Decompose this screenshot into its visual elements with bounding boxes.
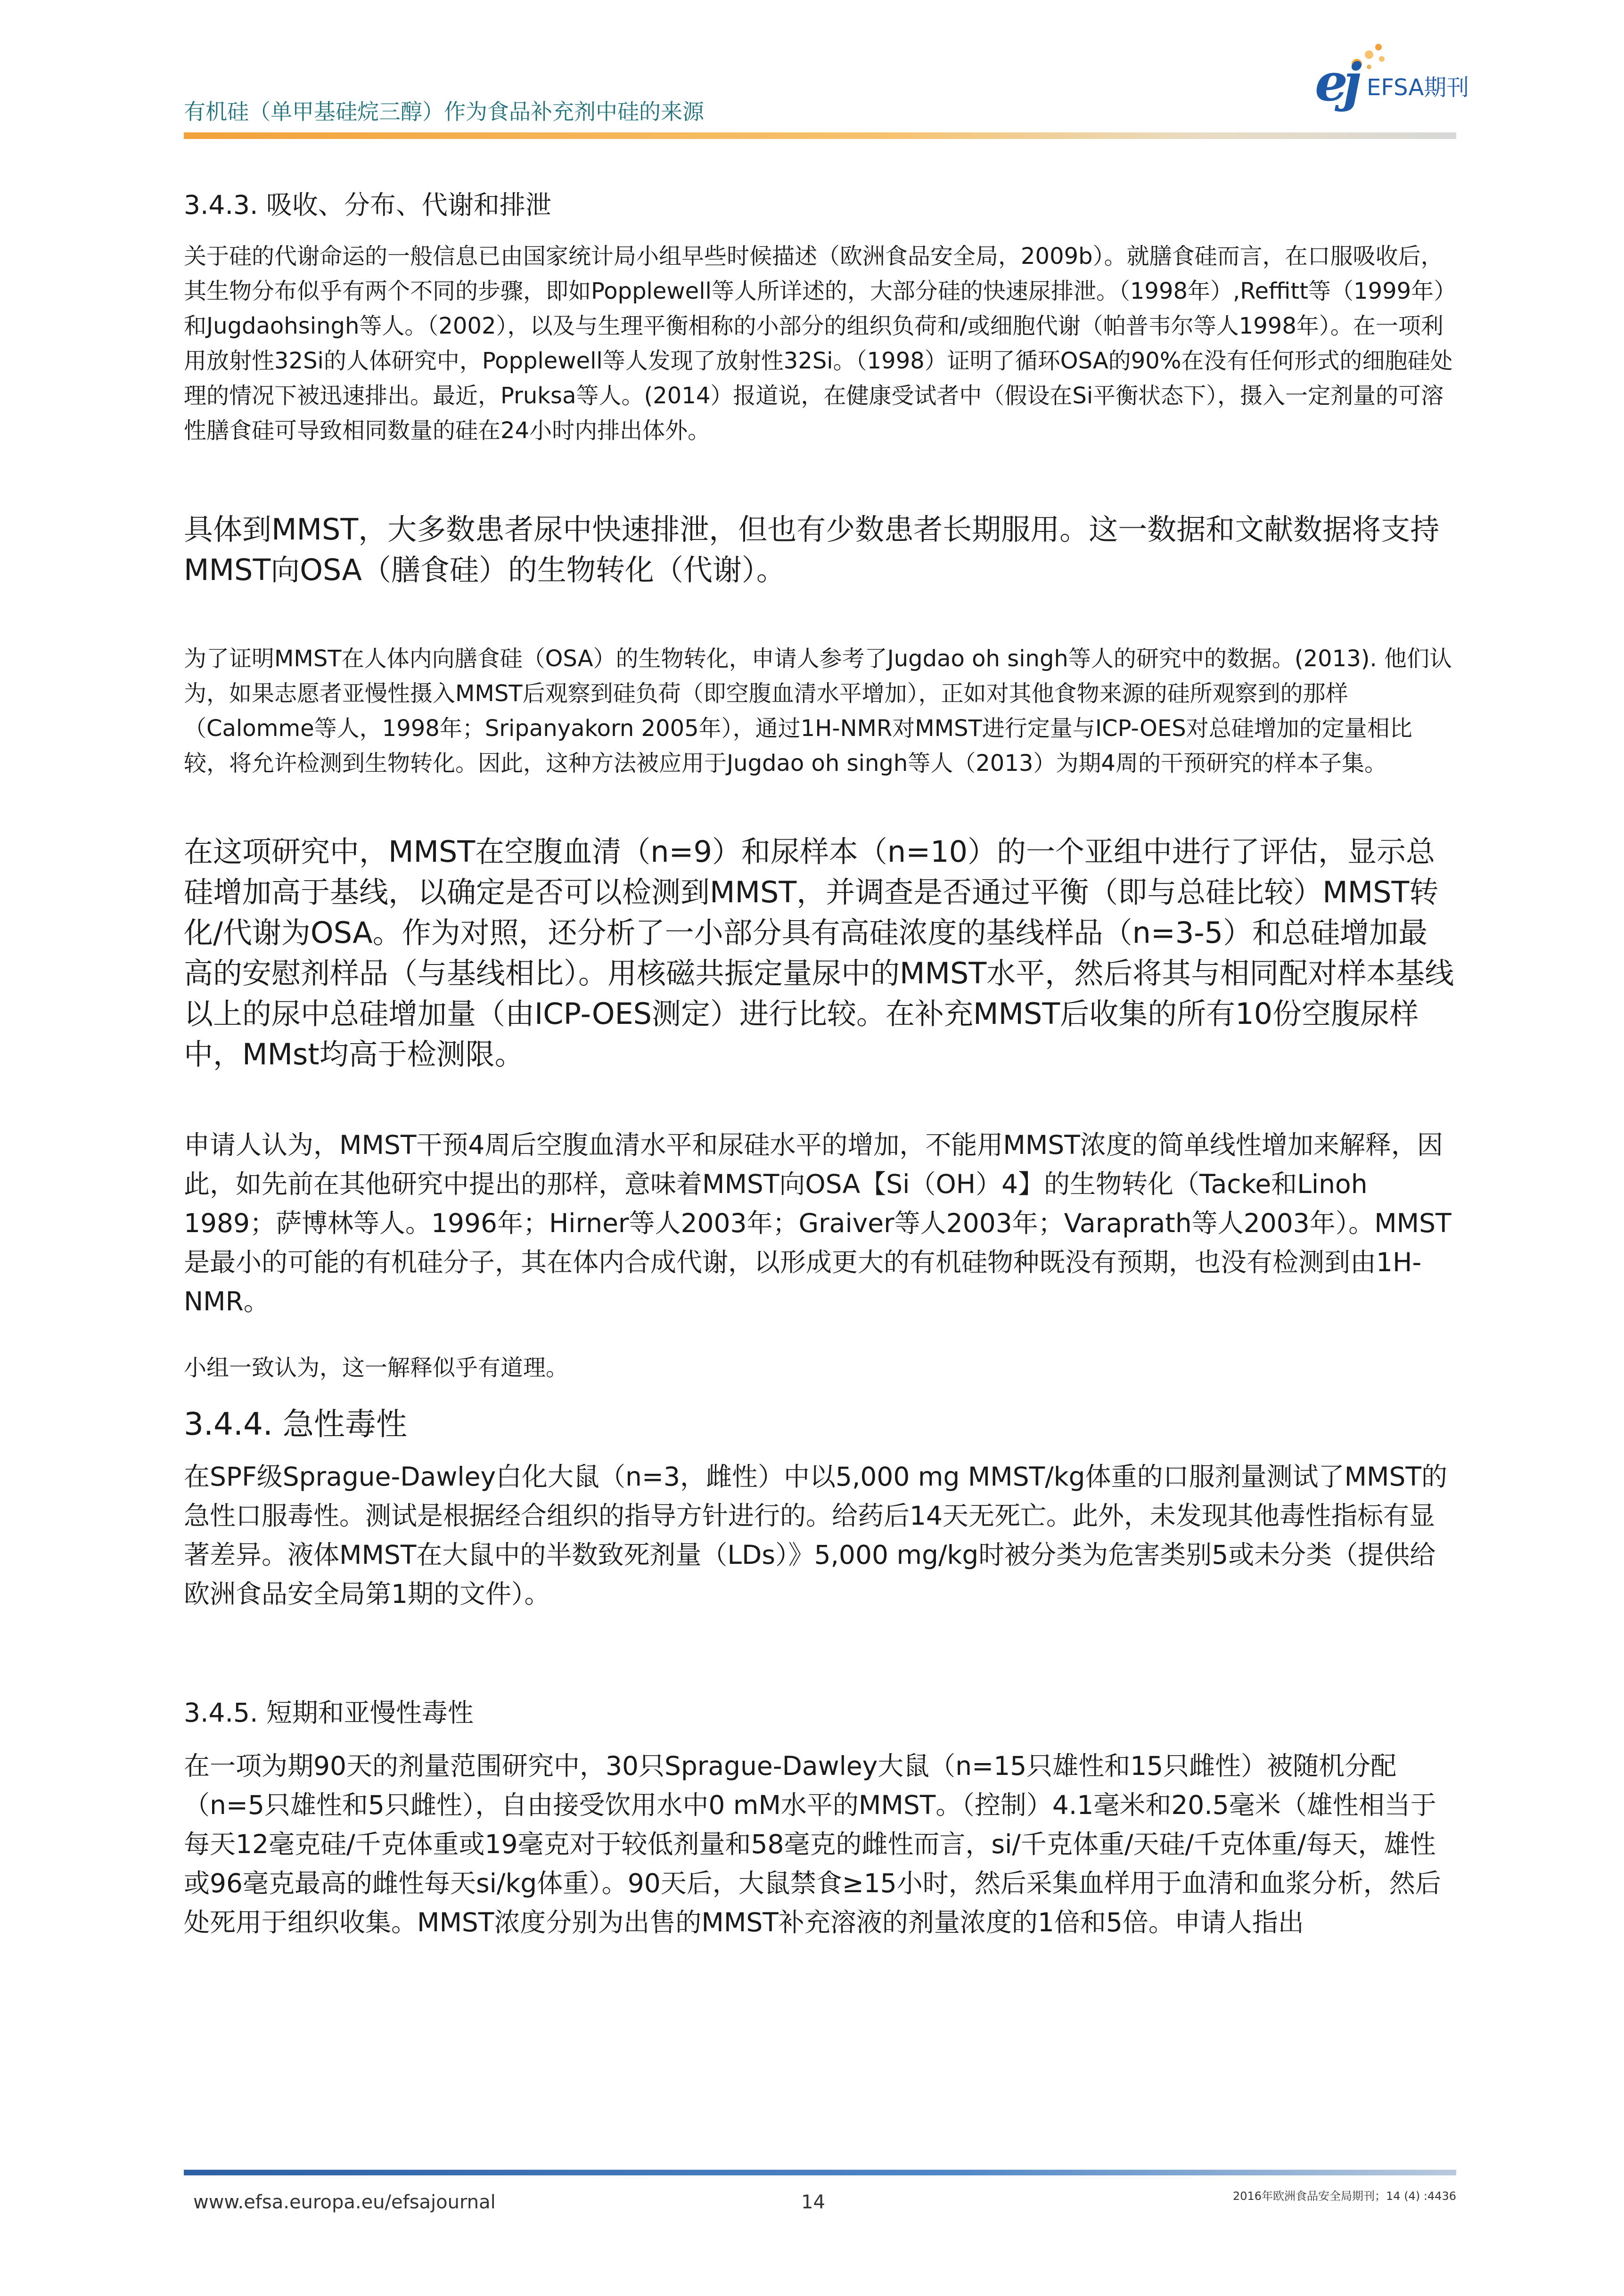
page-header xyxy=(184,52,1469,148)
section-3-4-3-paragraph-3: 为了证明MMST在人体内向膳食硅（OSA）的生物转化，申请人参考了Jugdao oh singh等人的研究中的数据。(2013). 他们认为，如果志愿者亚慢性摄入MMST后观察到硅负荷（即空腹血清水平增加），正如对其他食物来源的硅所观察到的那样（Calomme等人，1998年；Sripanyakorn 2005年），通过1H-NMR对MMST进行定量与ICP-OES对总硅增加的定量相比较，将允许检测到生物转化。因此，这种方法被应用于Jugdao oh singh等人（2013）为期4周的干预研究的样本子集。 xyxy=(184,645,1452,776)
logo-text: EFSA期刊 xyxy=(1367,74,1469,101)
footer-journal-link[interactable]: www.efsa.europa.eu/efsajournal xyxy=(193,2191,496,2213)
header-rule xyxy=(184,132,1456,139)
section-3-4-5-heading: 3.4.5. 短期和亚慢性毒性 xyxy=(184,1698,474,1728)
document-body xyxy=(184,188,1456,1942)
section-3-4-3-paragraph-2: 具体到MMST，大多数患者尿中快速排泄，但也有少数患者长期服用。这一数据和文献数据将支持MMST向OSA（膳食硅）的生物转化（代谢）。 xyxy=(184,512,1440,587)
page-number: 14 xyxy=(801,2191,825,2213)
logo-mark: ej xyxy=(1315,52,1357,113)
footer-citation: 2016年欧洲食品安全局期刊；14 (4) :4436 xyxy=(1232,2190,1456,2203)
section-3-4-3-paragraph-1: 关于硅的代谢命运的一般信息已由国家统计局小组早些时候描述（欧洲食品安全局，2009b）。就膳食硅而言，在口服吸收后，其生物分布似乎有两个不同的步骤，即如Popplewell等人所详述的，大部分硅的快速尿排泄。（1998年）,Reffitt等（1999年）和Jugdaohsingh等人。（2002），以及与生理平衡相称的小部分的组织负荷和/或细胞代谢（帕普韦尔等人1998年）。在一项利用放射性32Si的人体研究中，Popplewell等人发现了放射性32Si。（1998）证明了循环OSA的90%在没有任何形式的细胞硅处理的情况下被迅速排出。最近，Pruksa等人。(2014）报道说，在健康受试者中（假设在Si平衡状态下），摄入一定剂量的可溶性膳食硅可导致相同数量的硅在24小时内排出体外。 xyxy=(184,243,1453,444)
efsa-journal-logo xyxy=(1296,40,1469,113)
section-3-4-3-paragraph-6: 小组一致认为，这一解释似乎有道理。 xyxy=(184,1354,569,1381)
running-title: 有机硅（单甲基硅烷三醇）作为食品补充剂中硅的来源 xyxy=(184,99,704,124)
section-3-4-3-paragraph-4: 在这项研究中，MMST在空腹血清（n=9）和尿样本（n=10）的一个亚组中进行了评估，显示总硅增加高于基线，以确定是否可以检测到MMST，并调查是否通过平衡（即与总硅比较）MMST转化/代谢为OSA。作为对照，还分析了一小部分具有高硅浓度的基线样品（n=3-5）和总硅增加最高的安慰剂样品（与基线相比）。用核磁共振定量尿中的MMST水平，然后将其与相同配对样本基线以上的尿中总硅增加量（由ICP-OES测定）进行比较。在补充MMST后收集的所有10份空腹尿样中，MMst均高于检测限。 xyxy=(184,834,1454,1071)
section-3-4-5-paragraph-1: 在一项为期90天的剂量范围研究中，30只Sprague-Dawley大鼠（n=15只雄性和15只雌性）被随机分配（n=5只雄性和5只雌性），自由接受饮用水中0 mM水平的MMST。（控制）4.1毫米和20.5毫米（雄性相当于每天12毫克硅/千克体重或19毫克对于较低剂量和58毫克的雌性而言，si/千克体重/天硅/千克体重/每天，雄性或96毫克最高的雌性每天si/kg体重）。90天后，大鼠禁食≥15小时，然后采集血样用于血清和血浆分析，然后处死用于组织收集。MMST浓度分别为出售的MMST补充溶液的剂量浓度的1倍和5倍。申请人指出 xyxy=(184,1750,1441,1937)
section-3-4-3-heading: 3.4.3. 吸收、分布、代谢和排泄 xyxy=(184,190,551,220)
section-3-4-3-paragraph-5: 申请人认为，MMST干预4周后空腹血清水平和尿硅水平的增加，不能用MMST浓度的简单线性增加来解释，因此，如先前在其他研究中提出的那样，意味着MMST向OSA【Si（OH）4】的生物转化（Tacke和Linoh 1989；萨博林等人。1996年；Hirner等人2003年；Graiver等人2003年；Varaprath等人2003年）。MMST是最小的可能的有机硅分子，其在体内合成代谢，以形成更大的有机硅物种既没有预期，也没有检测到由1H-NMR。 xyxy=(184,1129,1452,1316)
footer-rule xyxy=(184,2170,1456,2175)
page-footer xyxy=(184,2170,1456,2217)
section-3-4-4-heading: 3.4.4. 急性毒性 xyxy=(184,1405,407,1442)
section-3-4-4-paragraph-1: 在SPF级Sprague-Dawley白化大鼠（n=3，雌性）中以5,000 mg MMST/kg体重的口服剂量测试了MMST的急性口服毒性。测试是根据经合组织的指导方针进行的。给药后14天无死亡。此外，未发现其他毒性指标有显著差异。液体MMST在大鼠中的半数致死剂量（LDs）》5,000 mg/kg时被分类为危害类别5或未分类（提供给欧洲食品安全局第1期的文件）。 xyxy=(184,1462,1447,1610)
